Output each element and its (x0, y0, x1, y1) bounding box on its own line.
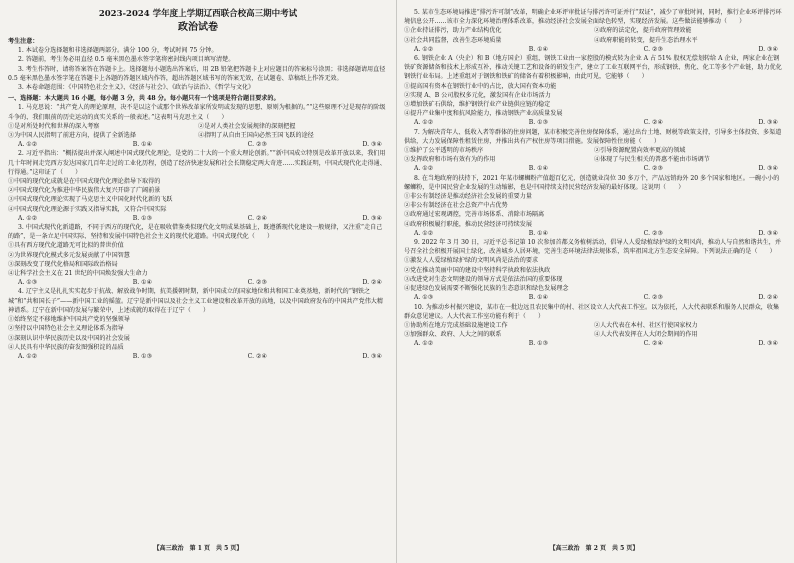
q7-opt-1: ①维护了公平透明的市场秩序 (404, 147, 484, 155)
question-8: 8. 在当地政府的扶持下，2021 年某市螺蛳粉产值超百亿元，创造就业岗位 30 多万个，产品远销海外 20 多个国家和地区。一碗小小的螺蛳粉，是中国民营企业发展的生动缩影，也是中国持续支持民营经济发展的最好体现。这说明（ ） (404, 174, 780, 191)
q3-ans-a: A. ①③ (18, 279, 38, 287)
notice-title: 考生注意： (8, 38, 39, 45)
q8-ans-c: C. ②③ (643, 229, 663, 237)
question-6: 6. 钢铁企业 A（央企）和 B（地方国企）重组，钢铁工业由一家控股的模式转为企业 A 占 51% 股权无偿划转给 A 企业，两家企业在钢铁矿资源储备和技术上形成互补，推动关键工艺和设备的研发生产，建立了工业互联网平台，形成钢铁、焦化、化工等多个产业链，助力优化钢铁行业布局。上述重组对于钢铁和铁矿的储备有着积极影响，由此可见，它能够（ ） (404, 55, 782, 81)
q5-answers (404, 45, 784, 54)
q6-ans-a: A. ①② (414, 119, 434, 127)
q10-opt-1: ①协助所在地方完成基础设施建设工作 (404, 321, 508, 329)
q10-answers (404, 339, 784, 348)
q10-options-row2 (404, 330, 784, 339)
q4-answers (8, 352, 388, 361)
q5-options-row1 (404, 26, 784, 35)
q4-ans-c: C. ②④ (247, 352, 267, 360)
q1-ans-a: A. ①② (18, 141, 38, 149)
q1-ans-c: C. ②③ (247, 141, 267, 149)
q1-opt-1: ①是对所处时代和世界的深入考察 (8, 122, 100, 130)
q7-options-row1 (404, 146, 784, 155)
q8-ans-a: A. ①② (414, 229, 434, 237)
q8-opt-2: ②非公有制经济在社会总资产中占优势 (404, 202, 508, 210)
q7-opt-2: ②引导资源配置向效率更高的领域 (594, 147, 686, 155)
q7-opt-4: ④体现了与民生相关的普惠不能由市场调节 (594, 156, 710, 164)
notice-2: 2. 答题前，考生务必用直径 0.5 毫米黑色墨水签字笔将密封线内项目填写清楚。 (18, 56, 235, 64)
q5-ans-b: B. ①④ (528, 45, 549, 53)
q6-ans-b: B. ①③ (528, 119, 549, 127)
q3-ans-b: B. ①④ (132, 279, 153, 287)
q5-ans-a: A. ①② (414, 45, 434, 53)
q4-ans-d: D. ③④ (362, 352, 382, 360)
q2-ans-a: A. ①② (18, 214, 38, 222)
q5-ans-d: D. ③④ (758, 45, 778, 53)
q10-opt-3: ③加强群众、政府、人大之间的联系 (404, 331, 502, 339)
exam-subject-title: 政治试卷 (178, 22, 218, 33)
q2-answers (8, 214, 388, 223)
q10-ans-b: B. ①③ (528, 340, 549, 348)
q8-ans-b: B. ①④ (528, 229, 549, 237)
q7-answers (404, 164, 784, 173)
q4-ans-b: B. ①③ (132, 352, 153, 360)
q1-opt-3: ③为中国人民指明了前进方向，提供了全新选择 (8, 132, 136, 140)
q4-ans-a: A. ①② (18, 352, 38, 360)
q5-opt-3: ③社会共同监督，改善生态环境质量 (404, 36, 502, 44)
notice-3: 3. 考生作答时，请将答案答在答题卡上。选择题每小题选出答案后，用 2B 铅笔把答题卡上对应题目的答案标号涂黑；非选择题请用直径 0.5 毫米黑色墨水签字笔在答题卡上各题的答题区域内作答，超出答题区域书写的答案无效，在试题卷、草稿纸上作答无效。 (8, 65, 386, 82)
q3-ans-d: D. ②④ (362, 279, 382, 287)
q7-opt-3: ③发挥政府和市场有效有为的作用 (404, 156, 496, 164)
q1-options-row2 (8, 131, 388, 140)
q2-opt-2: ②中国式现代化为推进中华民族伟大复兴开辟了广阔前景 (8, 187, 161, 195)
page-left (8, 8, 388, 553)
q1-ans-d: D. ③④ (362, 141, 382, 149)
question-4: 4. 辽宁主义是扎扎实实起步于抗战、解放战争时期，抗美援朝时期，新中国成立的国家地位和共和国工业奠基地，新时代的“钢铁之城”和“共和国长子”——新中国工业的摇篮。辽宁是新中国以及社会主义工业建设和改革开放的高地，以及中国政府发布的中国共产党伟大精神谱系。辽宁在新中国的发展与繁荣中，上述成就的取得在于辽宁（ ） (8, 288, 383, 314)
page-footer-right: 【高三政治 第 2 页 共 5 页】 (549, 545, 639, 552)
q2-opt-1: ①中国的现代化成就是在中国式现代化理论指导下取得的 (8, 178, 161, 186)
notice-4: 3. 本卷命题范围：《中国特色社会主义》、《经济与社会》、《政治与法治》、《哲学与文化》 (18, 84, 255, 92)
q3-opt-2: ②为世界现代化模式多元发展贡献了中国智慧 (8, 251, 130, 259)
q1-ans-b: B. ①④ (132, 141, 153, 149)
q7-ans-b: B. ①④ (528, 165, 549, 173)
q10-opt-4: ④人大代表发挥在人大闭会期间的作用 (594, 331, 698, 339)
q9-opt-3: ③改进党对生态文明建设的领导方式是依法治国的重要体现 (404, 275, 563, 283)
page-divider (396, 0, 397, 563)
q9-ans-b: B. ①④ (528, 294, 549, 302)
q1-options-row1 (8, 122, 388, 131)
q10-opt-2: ②人大代表在本村、社区行使国家权力 (594, 321, 698, 329)
question-5: 5. 某市生态环境局推进“排污许可制”改革，明确企业环评审批证与排污许可证并行“双证”，减少了审批时间，同时，推行企业环评排污环境信息公开……该市全力深化环境治理体系改革，推动经济社会发展全面绿色转型，实现经济发展。这些做法能够推动（ ） (404, 9, 782, 26)
q10-ans-a: A. ①② (414, 340, 434, 348)
q6-opt-2: ②实现 A、B 公司股权多元化，激发国有企业市场活力 (404, 91, 551, 99)
q5-opt-2: ②政府的法定化，提升政府管理效能 (594, 27, 692, 35)
q6-answers (404, 118, 784, 127)
q7-options-row2 (404, 155, 784, 164)
q3-opt-4: ④让科学社会主义在 21 世纪的中国焕发强大生命力 (8, 270, 148, 278)
exam-title: 2023-2024 学年度上学期辽西联合校高三期中考试 (98, 9, 298, 19)
page-right (404, 8, 784, 553)
q9-opt-2: ②党在推动美丽中国的建设中坚持科学执政和依法执政 (404, 266, 551, 274)
q9-answers (404, 293, 784, 302)
q3-opt-1: ①具有西方现代化道路无可比拟的普世价值 (8, 242, 124, 250)
q1-opt-2: ②是对人类社会发展规律的深刻把握 (198, 122, 296, 130)
q3-ans-c: C. ②③ (247, 279, 267, 287)
q9-opt-1: ①激发人人爱绿植绿护绿的文明风尚是法治的要求 (404, 257, 539, 265)
q2-opt-4: ④中国式现代化理论源于实践又指导实践，又符合中国实际 (8, 205, 167, 213)
q2-ans-c: C. ②④ (247, 214, 267, 222)
q4-opt-2: ②坚持以中国特色社会主义理论体系为指导 (8, 325, 124, 333)
notice-1: 1. 本试卷分选择题和非选择题两部分。满分 100 分，考试时间 75 分钟。 (18, 47, 218, 55)
q5-opt-1: ①企业持证排污，助力产业结构优化 (404, 27, 502, 35)
q5-opt-4: ④政府职能的转变，提升生态治理水平 (594, 36, 698, 44)
q9-ans-a: A. ①③ (414, 294, 434, 302)
q7-ans-c: C. ②③ (643, 165, 663, 173)
q10-ans-c: C. ②④ (643, 340, 663, 348)
q5-options-row2 (404, 36, 784, 45)
q6-ans-c: C. ②④ (643, 119, 663, 127)
q1-opt-4: ④指明了从自由王国向必然王国飞跃的途径 (198, 132, 314, 140)
question-3: 3. 中国式现代化新道路，不同于西方的现代化，是在吸收借鉴类似现代化文明成果基础上，既遵循现代化建设一般规律，又注重“走自己的路”，是一条立足中国实际、坚持和发展中国特色社会主义的现代化道路。中国式现代化（ ） (8, 224, 383, 241)
q9-ans-d: D. ②④ (758, 294, 778, 302)
q6-opt-1: ①提高国有资本在钢铁行业中的占比，放大国有资本功能 (404, 82, 557, 90)
q6-ans-d: D. ③④ (758, 119, 778, 127)
section-heading: 一、选择题：本大题共 16 小题，每小题 3 分，共 48 分。每小题只有一个选项是符合题目要求的。 (8, 95, 280, 103)
q3-answers (8, 278, 388, 287)
page-footer-left: 【高三政治 第 1 页 共 5 页】 (153, 545, 243, 552)
q8-ans-d: D. ③④ (758, 229, 778, 237)
q4-opt-3: ③深刻认识中华民族历史以及中国的社会发展 (8, 334, 130, 342)
q7-ans-a: A. ①② (414, 165, 434, 173)
q2-ans-b: B. ①③ (132, 214, 153, 222)
q5-ans-c: C. ②③ (643, 45, 663, 53)
question-10: 10. 为推动乡村振兴建设，某市在一批边远且农民集中的村、社区设立人大代表工作室。以为依托，人大代表联系和服务人民群众，收集群众意见建议。人大代表工作室功能有利于（ ） (404, 303, 780, 320)
q8-opt-4: ④政府积极履行职能，推动民营经济可持续发展 (404, 220, 532, 228)
q2-ans-d: D. ③④ (362, 214, 382, 222)
q10-ans-d: D. ③④ (758, 340, 778, 348)
q9-opt-4: ④促进绿色发展需要不断强化民族的生态意识和绿色发展理念 (404, 285, 569, 293)
question-2: 2. 习近平指出：“概括提出并深入阐述中国式现代化理论，是党的二十大的一个重大理论创新。”“新中国成立特别是改革开放以来，我们用几十年时间走完西方发达国家几百年走过的工业化历程，创造了经济快速发展和社会长期稳定两大奇迹……实践证明，中国式现代化走得通、行得通。”这印证了（ ） (8, 150, 386, 176)
q3-opt-3: ③深刻改变了现代化格局和国际政治格局 (8, 260, 118, 268)
q8-answers (404, 229, 784, 238)
q6-opt-3: ③增加铁矿石供给，维护钢铁行业产业链供应链的稳定 (404, 101, 551, 109)
q6-opt-4: ④提升产业集中度和抗风险能力，推动钢铁产业高质量发展 (404, 110, 563, 118)
q10-options-row1 (404, 321, 784, 330)
q8-opt-3: ③政府通过宏观调控，完善市场体系、消除市场隔离 (404, 211, 545, 219)
q7-ans-d: D. ③④ (758, 165, 778, 173)
q4-opt-4: ④人民具有中华民族的奋发图强积淀的品质 (8, 343, 124, 351)
question-9: 9. 2022 年 3 月 30 日，习近平总书记第 10 次参加首都义务植树活动，倡导人人爱绿植绿护绿的文明风尚，推动人与自然和谐共生，并号召全社会积极开展国土绿化，改善城乡人居环境，完善生态环境法律法规体系，筑牢祖国北方生态安全屏障。下列说法正确的是（ ） (404, 239, 781, 256)
question-7: 7. 为解决青年人、低收入者等群体的住房问题，某市积极完善住房保障体系，通过出台土地、财税等政策支持，引导多主体投资、多渠道供给，大力发展保障性租赁住房，并推出共有产权住房等项目措施。发展保障性住房能（ ） (404, 128, 782, 145)
q8-opt-1: ①非公有制经济是推动经济社会发展的重要力量 (404, 193, 532, 201)
q2-opt-3: ③中国式现代化理论实现了马克思主义中国化时代化新的飞跃 (8, 196, 173, 204)
question-1: 1. 马克思说：“共产党人的理论原理，决不是以这个或那个世界改革家所发明或发现的思想、原则为根据的。”“这些原理不过是现存的阶级斗争的、我们眼前的历史运动的真实关系的一般表述。”这表明马克思主义（ ） (8, 104, 386, 121)
q4-opt-1: ①始终坚定不移地维护中国共产党的坚强领导 (8, 316, 130, 324)
q1-answers (8, 140, 388, 149)
q9-ans-c: C. ②③ (643, 294, 663, 302)
